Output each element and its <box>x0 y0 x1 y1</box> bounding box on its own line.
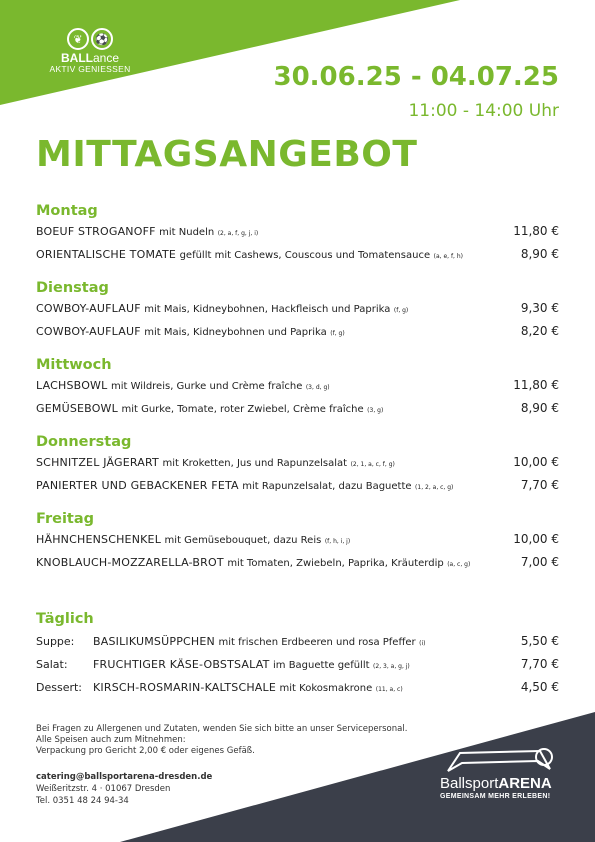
dish-description: mit Wildreis, Gurke und Crème fraîche <box>110 381 303 392</box>
menu-item <box>36 301 559 324</box>
logo-name: BALLance <box>60 51 120 65</box>
allergen-codes: (2, 3, a, g, j) <box>373 663 410 670</box>
dish-name: COWBOY-AUFLAUF <box>36 325 141 338</box>
dish-description: mit Kroketten, Jus und Rapunzelsalat <box>162 458 348 469</box>
menu-item <box>36 455 559 478</box>
dish-name: KIRSCH-ROSMARIN-KALTSCHALE <box>93 681 277 694</box>
allergen-codes: (3, d, g) <box>305 384 330 391</box>
dish-name: COWBOY-AUFLAUF <box>36 302 141 315</box>
day-section-montag <box>36 200 559 270</box>
course-label: Suppe: <box>36 635 75 648</box>
ballance-logo <box>40 28 140 74</box>
logo-tagline: AKTIV GENIESSEN <box>49 64 131 74</box>
price: 9,30 € <box>520 301 559 315</box>
arena-tagline: GEMEINSAM MEHR ERLEBEN! <box>440 793 551 800</box>
allergen-codes: (2, a, f, g, j, i) <box>217 230 259 237</box>
day-heading: Freitag <box>36 511 95 527</box>
dish-name: FRUCHTIGER KÄSE-OBSTSALAT <box>93 658 270 671</box>
menu-item <box>36 401 559 424</box>
dish-name: BOEUF STROGANOFF <box>36 225 156 238</box>
note-line: Alle Speisen auch zum Mitnehmen: <box>36 735 186 745</box>
day-section-mittwoch <box>36 354 559 424</box>
leaf-icon: ❦ <box>67 28 89 50</box>
day-heading: Täglich <box>36 611 94 627</box>
allergen-codes: (f, g) <box>330 330 345 337</box>
menu-item <box>36 634 559 657</box>
price: 8,20 € <box>520 324 559 338</box>
allergen-codes: (f, g) <box>393 307 409 314</box>
weekly-menu <box>36 200 559 585</box>
allergen-codes: (3, g) <box>367 407 384 414</box>
dish-description: mit Kokosmakrone <box>279 683 373 694</box>
dish-description: mit Mais, Kidneybohnen, Hackfleisch und Paprika <box>144 304 391 315</box>
menu-item <box>36 247 559 270</box>
arena-building-icon <box>440 747 560 775</box>
dish-description: mit Gurke, Tomate, roter Zwiebel, Crème fraîche <box>121 404 364 415</box>
allergen-codes: (f, h, i, j) <box>324 538 351 545</box>
day-section-dienstag <box>36 277 559 347</box>
date-range: 30.06.25 - 04.07.25 <box>273 62 559 92</box>
dish-description: mit frischen Erdbeeren und rosa Pfeffer <box>218 637 416 648</box>
dish-name: PANIERTER UND GEBACKENER FETA <box>36 479 239 492</box>
menu-item <box>36 555 559 578</box>
price: 10,00 € <box>513 532 559 546</box>
dish-name: GEMÜSEBOWL <box>36 402 118 415</box>
price: 7,00 € <box>520 555 559 569</box>
opening-hours: 11:00 - 14:00 Uhr <box>408 101 559 121</box>
dish-description: mit Nudeln <box>159 227 215 238</box>
arena-name: BallsportARENA <box>440 775 552 792</box>
day-heading: Dienstag <box>36 280 109 296</box>
note-line: Bei Fragen zu Allergenen und Zutaten, wenden Sie sich bitte an unser Servicepersonal. <box>36 724 408 734</box>
menu-item <box>36 324 559 347</box>
allergen-codes: (a, c, g) <box>447 561 471 568</box>
menu-item <box>36 532 559 555</box>
dish-name: KNOBLAUCH-MOZZARELLA-BROT <box>36 556 224 569</box>
price: 7,70 € <box>520 657 559 671</box>
address: Weißeritzstr. 4 · 01067 Dresden <box>36 784 171 794</box>
day-heading: Donnerstag <box>36 434 132 450</box>
menu-item <box>36 224 559 247</box>
day-section-freitag <box>36 508 559 578</box>
allergen-codes: (1, 2, a, c, g) <box>415 484 454 491</box>
menu-item <box>36 378 559 401</box>
daily-section <box>36 608 559 703</box>
price: 8,90 € <box>520 247 559 261</box>
course-label: Dessert: <box>36 681 83 694</box>
menu-item <box>36 478 559 501</box>
price: 5,50 € <box>520 634 559 648</box>
price: 11,80 € <box>513 378 559 392</box>
dish-name: LACHSBOWL <box>36 379 108 392</box>
price: 11,80 € <box>513 224 559 238</box>
dish-name: BASILIKUMSÜPPCHEN <box>93 635 215 648</box>
price: 10,00 € <box>513 455 559 469</box>
phone: Tel. 0351 48 24 94-34 <box>36 796 129 806</box>
dish-description: mit Tomaten, Zwiebeln, Paprika, Kräuterdip <box>227 558 444 569</box>
menu-item <box>36 657 559 680</box>
price: 4,50 € <box>520 680 559 694</box>
course-label: Salat: <box>36 658 68 671</box>
email-link[interactable]: catering@ballsportarena-dresden.de <box>36 772 213 782</box>
dish-description: mit Rapunzelsalat, dazu Baguette <box>242 481 412 492</box>
day-section-donnerstag <box>36 431 559 501</box>
page-title: MITTAGSANGEBOT <box>36 134 418 175</box>
allergen-codes: (2, 1, a, c, f, g) <box>350 461 395 468</box>
dish-name: SCHNITZEL JÄGERART <box>36 456 159 469</box>
dish-description: mit Mais, Kidneybohnen und Paprika <box>144 327 327 338</box>
dish-description: im Baguette gefüllt <box>273 660 370 671</box>
allergen-codes: (11, a, c) <box>375 686 403 693</box>
day-heading: Montag <box>36 203 98 219</box>
price: 7,70 € <box>520 478 559 492</box>
dish-description: mit Gemüsebouquet, dazu Reis <box>164 535 322 546</box>
allergen-codes: (i) <box>419 640 426 647</box>
dish-description: gefüllt mit Cashews, Couscous und Tomatensauce <box>179 250 431 261</box>
menu-item <box>36 680 559 703</box>
ball-icon: ⚽ <box>91 28 113 50</box>
dish-name: HÄHNCHENSCHENKEL <box>36 533 162 546</box>
dish-name: ORIENTALISCHE TOMATE <box>36 248 177 261</box>
ballsport-arena-logo <box>440 775 570 800</box>
day-heading: Mittwoch <box>36 357 112 373</box>
note-line: Verpackung pro Gericht 2,00 € oder eigenes Gefäß. <box>36 746 255 756</box>
price: 8,90 € <box>520 401 559 415</box>
allergen-codes: (a, e, f, h) <box>433 253 464 260</box>
